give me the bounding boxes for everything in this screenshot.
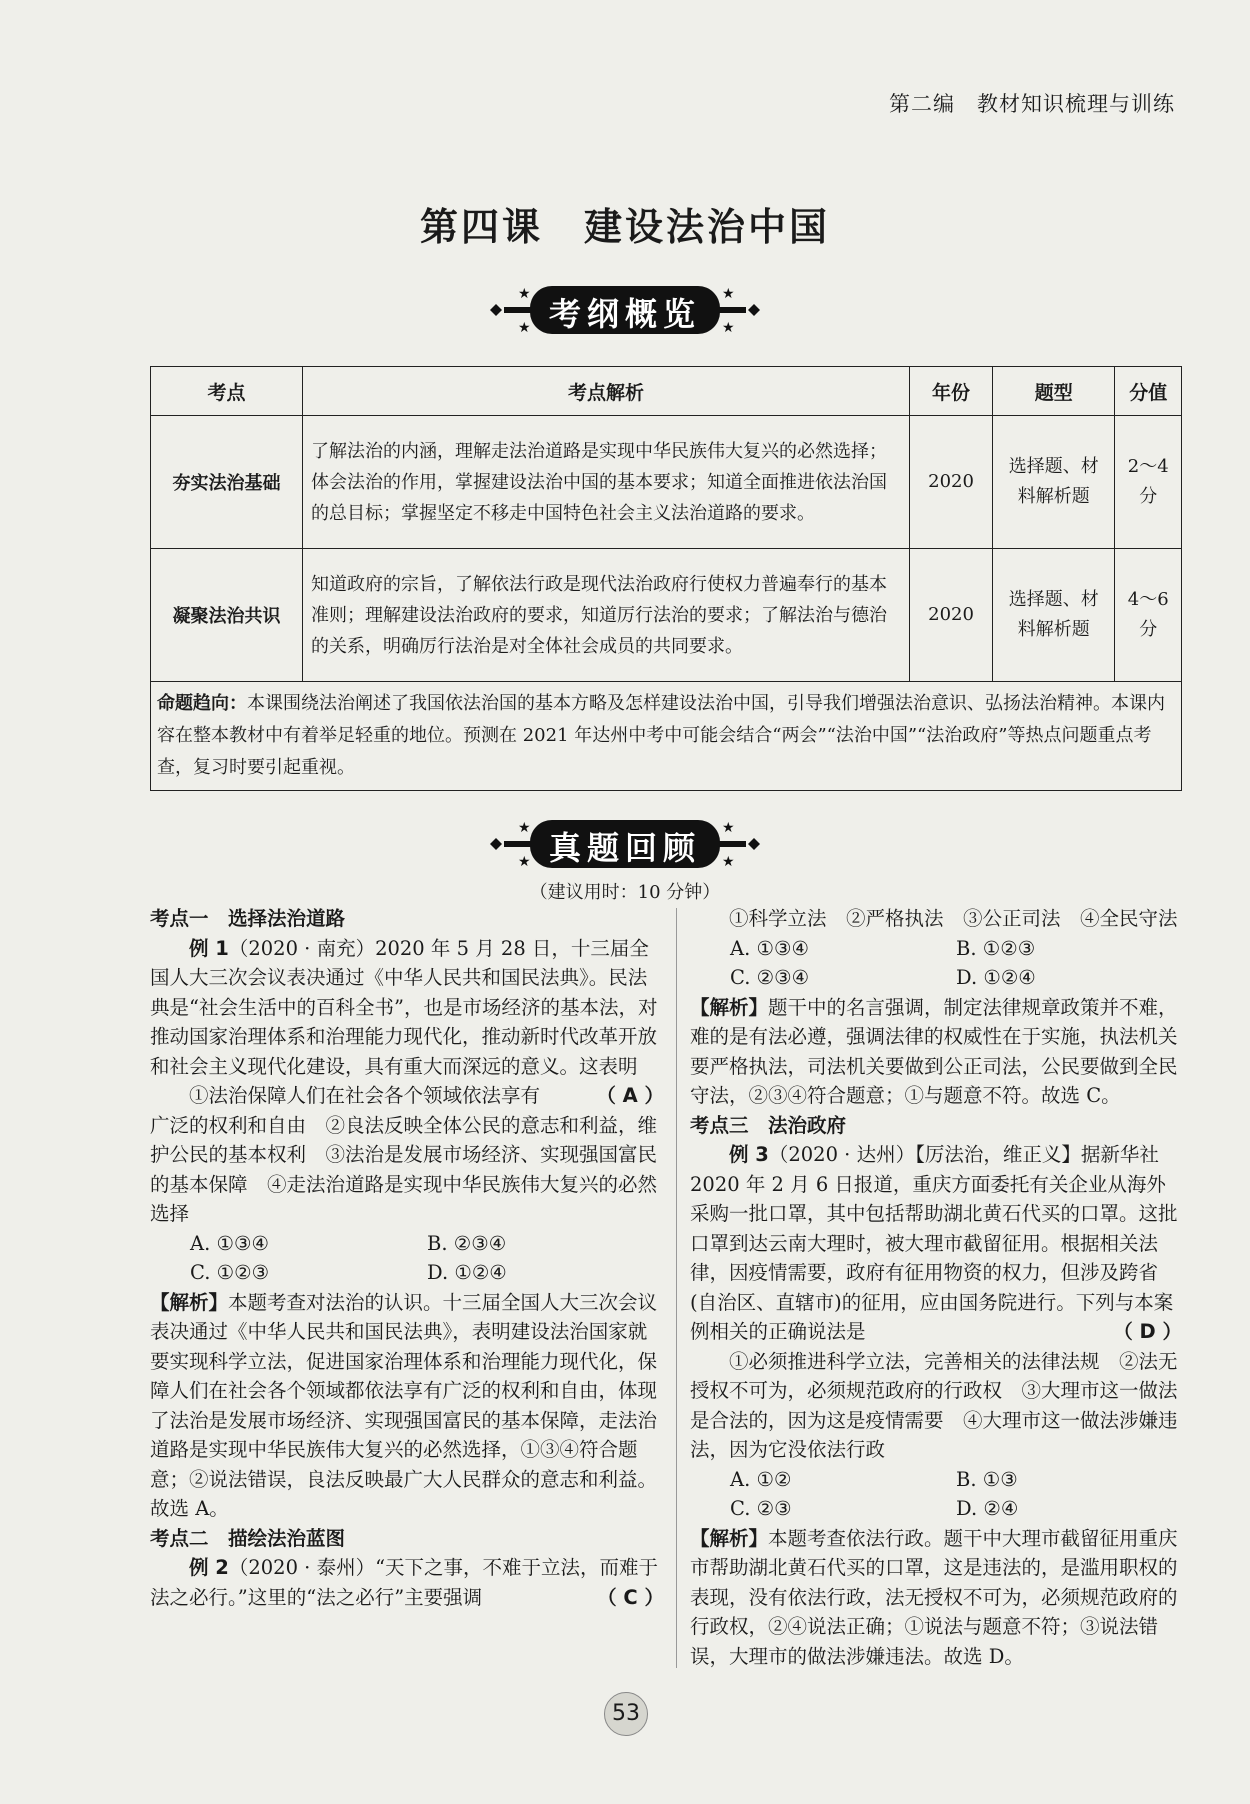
kp-heading: 考点二 描绘法治蓝图 — [150, 1526, 346, 1550]
example-text: （2020 · 达州）【厉法治，维正义】据新华社 2020 年 2 月 6 日报道，重庆方面委托有关企业从海外采购一批口罩，其中包括帮助湖北黄石代买的口罩。这批口罩到达云南大理时，被大理市截留征用。根据相关法律，因疫情需要，政府有征用物资的权力，但涉及跨省(自治区、直辖市)的征用，应由国务院进行。下列与本案例相关的正确说法是 — [690, 1143, 1178, 1343]
example-1 — [150, 934, 664, 1107]
option: D. ②④ — [956, 1497, 1019, 1520]
example-label: 例 3 — [729, 1143, 769, 1166]
analysis — [150, 1288, 664, 1524]
analysis — [690, 1524, 1182, 1672]
time-hint: （建议用时：10 分钟） — [529, 882, 721, 903]
option: B. ②③④ — [427, 1231, 507, 1255]
trend-label: 命题趋向： — [157, 693, 247, 714]
option: D. ①②④ — [427, 1261, 507, 1284]
option: B. ①③ — [956, 1467, 1018, 1491]
analysis-text: 本题考查对法治的认识。十三届全国人大三次会议表决通过《中华人民共和国民法典》，表明建设法治国家就要实现科学立法，促进国家治理体系和治理能力现代化，保障人们在社会各个领域都依法享有广泛的权利和自由，体现了法治是发展市场经济、实现强国富民的基本保障，走法治道路是实现中华民族伟大复兴的必然选择，①③④符合题意；②说法错误，良法反映最广大人民群众的意志和利益。故选 A。 — [150, 1290, 658, 1520]
options-row — [690, 963, 1182, 993]
svg-text:★: ★ — [722, 286, 735, 302]
header-cell: 考点解析 — [303, 367, 910, 416]
banner-title: 考纲概览 — [548, 295, 701, 333]
analysis-label: 【解析】 — [150, 1290, 229, 1314]
svg-text:★: ★ — [518, 854, 531, 870]
example-label: 例 1 — [189, 936, 229, 960]
svg-text:★: ★ — [518, 286, 531, 302]
options-row — [690, 1494, 1182, 1524]
answer: （ A ） — [596, 1084, 664, 1107]
option: D. ①②④ — [956, 966, 1036, 989]
analysis — [690, 993, 1182, 1111]
point-cell: 凝聚法治共识 — [151, 549, 303, 682]
section-banner-overview — [0, 280, 1250, 340]
example-label: 例 2 — [189, 1556, 229, 1579]
point-cell: 夯实法治基础 — [151, 416, 303, 549]
trend-cell — [151, 682, 1182, 791]
lesson-title: 第四课 建设法治中国 — [419, 205, 830, 249]
section-banner-review — [0, 814, 1250, 874]
svg-text:★: ★ — [518, 820, 531, 836]
desc-cell: 了解法治的内涵，理解走法治道路是实现中华民族伟大复兴的必然选择；体会法治的作用，掌握建设法治中国的基本要求；知道全面推进依法治国的总目标；掌握坚定不移走中国特色社会主义法治道路的要求。 — [303, 416, 910, 549]
answer: （ C ） — [597, 1585, 664, 1609]
options-row — [690, 1465, 1182, 1495]
analysis-text: 题干中的名言强调，制定法律规章政策并不难，难的是有法必遵，强调法律的权威性在于实施，执法机关要严格执法，司法机关要做到公正司法，公民要做到全民守法，②③④符合题意；①与题意不符。故选 C。 — [690, 995, 1178, 1107]
example-text: （2020 · 泰州）“天下之事，不难于立法，而难于法之必行。”这里的“法之必行”主要强调 — [150, 1556, 659, 1609]
svg-text:★: ★ — [722, 854, 735, 870]
right-column — [690, 904, 1182, 1671]
option: C. ②③④ — [730, 966, 810, 989]
score-cell: 2～4 分 — [1115, 416, 1182, 549]
banner-title: 真题回顾 — [548, 829, 701, 867]
year-cell: 2020 — [910, 416, 993, 549]
analysis-label: 【解析】 — [690, 995, 769, 1019]
column-divider — [676, 908, 677, 1668]
left-column — [150, 904, 664, 1612]
example-2 — [150, 1553, 664, 1612]
overview-table — [150, 366, 1182, 791]
answer: （ D ） — [1113, 1320, 1182, 1343]
table-row — [151, 416, 1182, 549]
kp-heading: 考点三 法治政府 — [690, 1113, 847, 1137]
example-text: （2020 · 南充）2020 年 5 月 28 日，十三届全国人大三次会议表决通过《中华人民共和国民法典》。民法典是“社会生活中的百科全书”，也是市场经济的基本法，对推动国家治理体系和治理能力现代化，推动新时代改革开放和社会主义现代化建设，具有重大而深远的意义。这表明 — [150, 936, 658, 1078]
options-row — [690, 934, 1182, 964]
header-cell: 题型 — [993, 367, 1115, 416]
desc-cell: 知道政府的宗旨，了解依法行政是现代法治政府行使权力普遍奉行的基本准则；理解建设法治政府的要求，知道厉行法治的要求；了解法治与德治的关系，明确厉行法治是对全体社会成员的共同要求。 — [303, 549, 910, 682]
example-items: ①法治保障人们在社会各个领域依法享有广泛的权利和自由 ②良法反映全体公民的意志和利益，维护公民的基本权利 ③法治是发展市场经济、实现强国富民的基本保障 ④走法治道路是实现中华民族伟大复兴的必然选择 — [150, 1084, 658, 1225]
table-header-row — [151, 367, 1182, 416]
page-number: 53 — [604, 1692, 648, 1736]
header-cell: 考点 — [151, 367, 303, 416]
svg-text:★: ★ — [722, 320, 735, 336]
svg-text:★: ★ — [518, 320, 531, 336]
example-3 — [690, 1140, 1182, 1347]
trend-text: 本课围绕法治阐述了我国依法治国的基本方略及怎样建设法治中国，引导我们增强法治意识、弘扬法治精神。本课内容在整本教材中有着举足轻重的地位。预测在 2021 年达州中考中可能会结合“两会”“法治中国”“法治政府”等热点问题重点考查，复习时要引起重视。 — [157, 693, 1165, 778]
type-cell: 选择题、材料解析题 — [993, 416, 1115, 549]
analysis-label: 【解析】 — [690, 1526, 769, 1550]
option: A. ①② — [730, 1467, 792, 1491]
option: A. ①③④ — [730, 936, 809, 960]
score-cell: 4～6 分 — [1115, 549, 1182, 682]
table-row — [151, 682, 1182, 791]
options-row — [150, 1229, 664, 1259]
type-cell: 选择题、材料解析题 — [993, 549, 1115, 682]
option: C. ②③ — [730, 1497, 792, 1520]
option: A. ①③④ — [190, 1231, 269, 1255]
header-cell: 年份 — [910, 367, 993, 416]
svg-text:★: ★ — [722, 820, 735, 836]
header-cell: 分值 — [1115, 367, 1182, 416]
year-cell: 2020 — [910, 549, 993, 682]
analysis-text: 本题考查依法行政。题干中大理市截留征用重庆市帮助湖北黄石代买的口罩，这是违法的，是滥用职权的表现，没有依法行政，法无授权不可为，必须规范政府的行政权，②④说法正确；①说法与题意不符；③说法错误，大理市的做法涉嫌违法。故选 D。 — [690, 1526, 1178, 1668]
option: C. ①②③ — [190, 1261, 270, 1284]
table-row — [151, 549, 1182, 682]
running-header: 第二编 教材知识梳理与训练 — [889, 92, 1175, 116]
option: B. ①②③ — [956, 936, 1036, 960]
kp-heading: 考点一 选择法治道路 — [150, 907, 346, 930]
example-items: ①必须推进科学立法，完善相关的法律法规 ②法无授权不可为，必须规范政府的行政权 ③大理市这一做法是合法的，因为这是疫情需要 ④大理市这一做法涉嫌违法，因为它没依法行政 — [690, 1349, 1178, 1461]
example-items: ①科学立法 ②严格执法 ③公正司法 ④全民守法 — [729, 907, 1178, 930]
options-row — [150, 1258, 664, 1288]
